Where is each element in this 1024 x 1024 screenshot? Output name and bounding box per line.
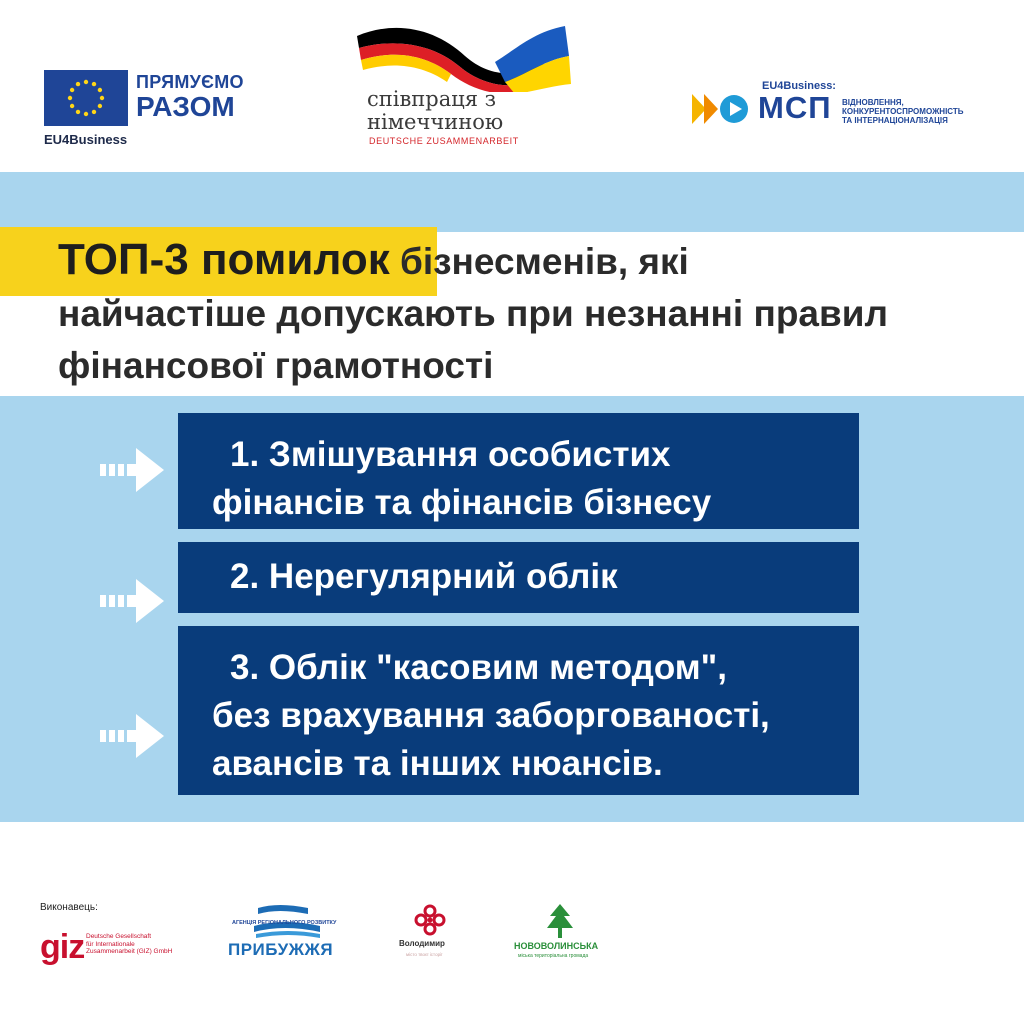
- mistake-2-line1: 2. Нерегулярний облік: [230, 557, 618, 596]
- giz-text-line3: Zusammenarbeit (GIZ) GmbH: [86, 948, 173, 955]
- title-highlight-text: ТОП-3 помилок: [58, 235, 390, 284]
- german-logo-line1: співпраця з: [367, 87, 497, 111]
- prybuzhzhia-name: ПРИБУЖЖЯ: [228, 940, 334, 959]
- title-line1: [58, 234, 998, 288]
- giz-text-line1: Deutsche Gesellschaft: [86, 933, 152, 940]
- eu-program-name: EU4Business: [44, 132, 128, 147]
- arrow-right-icon: [100, 575, 166, 627]
- eu4business-msp-logo: [692, 80, 992, 130]
- arrow-right-icon: [100, 710, 166, 762]
- german-logo-line2: німеччиною: [367, 110, 504, 134]
- mistake-1-line2: фінансів та фінансів бізнесу: [212, 483, 712, 522]
- volodymyr-subtitle: місто твоєї історії: [406, 952, 443, 957]
- msp-description: [842, 98, 964, 125]
- tree-icon: [540, 902, 580, 940]
- novovolynsk-name: НОВОВОЛИНСЬКА: [514, 941, 599, 951]
- arrows-play-icon: [692, 92, 752, 126]
- volodymyr-logo: [398, 904, 478, 964]
- ornament-icon: [410, 904, 450, 938]
- giz-text-line2: für Internationale: [86, 940, 135, 948]
- prybuzhzhia-logo: [228, 904, 348, 964]
- eu-slogan-line1: ПРЯМУЄМО: [136, 72, 244, 92]
- msp-name: МСП: [758, 90, 832, 125]
- implementer-label: Виконавець:: [40, 902, 98, 913]
- page-title: [58, 234, 998, 392]
- msp-program: EU4Business:: [762, 80, 836, 92]
- msp-desc-line2: КОНКУРЕНТОСПРОМОЖНІСТЬ: [842, 107, 964, 116]
- eu-flag-icon: [44, 70, 128, 126]
- arrow-right-icon: [100, 444, 166, 496]
- eu-slogan: [136, 73, 244, 121]
- mistake-item-2: [178, 542, 859, 613]
- mistake-1-line1: 1. Змішування особистих: [230, 435, 671, 474]
- german-cooperation-logo: [355, 22, 585, 152]
- flag-ribbon-icon: [355, 22, 585, 92]
- title-line3: фінансової грамотності: [58, 345, 494, 386]
- giz-mark: giz: [40, 928, 85, 966]
- msp-desc-line3: ТА ІНТЕРНАЦІОНАЛІЗАЦІЯ: [842, 116, 948, 125]
- novovolynsk-logo: [512, 902, 612, 966]
- title-line2: найчастіше допускають при незнанні правил: [58, 293, 888, 334]
- title-line1-rest: бізнесменів, які: [389, 241, 689, 282]
- eu-slogan-line2: РАЗОМ: [136, 91, 235, 122]
- volodymyr-name: Володимир: [399, 939, 445, 948]
- mistake-item-3: [178, 626, 859, 795]
- novovolynsk-subtitle: міська територіальна громада: [518, 953, 589, 959]
- msp-desc-line1: ВІДНОВЛЕННЯ,: [842, 98, 904, 107]
- mistake-3-line3: авансів та інших нюансів.: [212, 744, 663, 783]
- mistake-3-line1: 3. Облік "касовим методом",: [230, 648, 727, 687]
- german-logo-line3: DEUTSCHE ZUSAMMENARBEIT: [369, 136, 519, 146]
- giz-logo: [40, 928, 173, 966]
- mistake-3-line2: без врахування заборгованості,: [212, 696, 770, 735]
- giz-text: [86, 933, 172, 956]
- mistake-item-1: [178, 413, 859, 529]
- prybuzhzhia-subtitle: АГЕНЦІЯ РЕГІОНАЛЬНОГО РОЗВИТКУ: [232, 920, 337, 926]
- partner-logos-header: [0, 0, 1024, 172]
